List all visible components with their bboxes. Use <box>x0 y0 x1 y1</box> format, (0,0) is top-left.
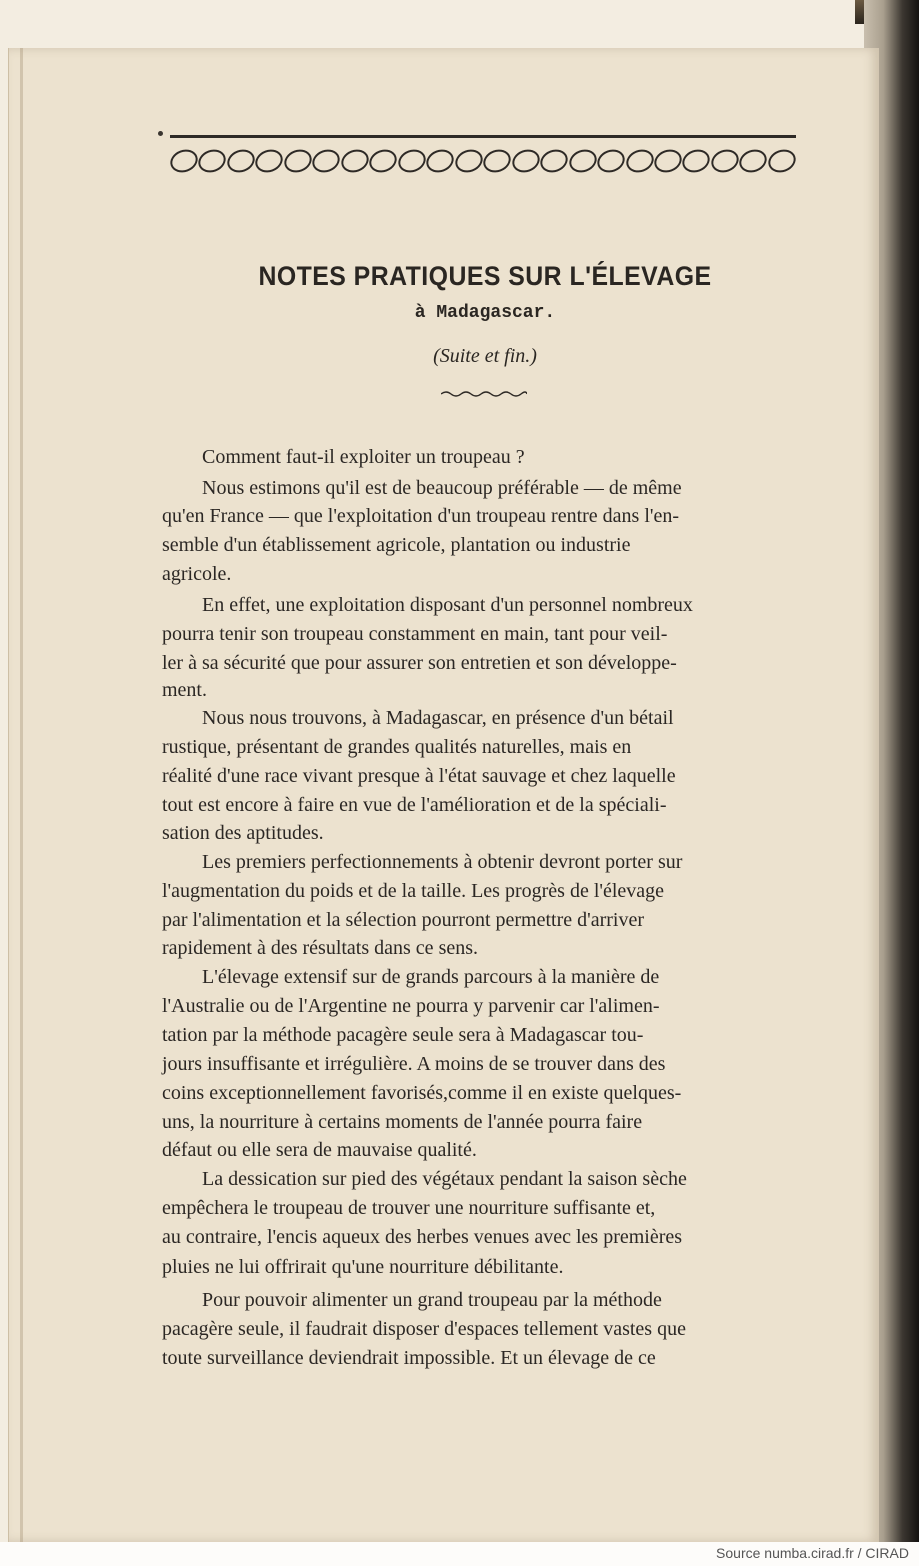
text-line: tation par la méthode pacagère seule sera à Madagascar tou- <box>162 1024 644 1046</box>
text-line: défaut ou elle sera de mauvaise qualité. <box>162 1139 477 1161</box>
text-line: La dessication sur pied des végétaux pendant la saison sèche <box>202 1168 687 1190</box>
text-line: coins exceptionnellement favorisés,comme il en existe quelques- <box>162 1082 682 1104</box>
text-line: Comment faut-il exploiter un troupeau ? <box>202 446 525 468</box>
article-subtitle: à Madagascar. <box>414 303 556 323</box>
text-line: rapidement à des résultats dans ce sens. <box>162 937 479 959</box>
text-line: par l'alimentation et la sélection pourront permettre d'arriver <box>162 909 645 931</box>
text-line: ment. <box>162 679 207 701</box>
title-squiggle <box>441 390 527 398</box>
text-line: qu'en France — que l'exploitation d'un troupeau rentre dans l'en- <box>162 505 680 527</box>
text-line: jours insuffisante et irrégulière. A moins de se trouver dans des <box>162 1053 666 1075</box>
text-line: empêchera le troupeau de trouver une nourriture suffisante et, <box>162 1197 656 1219</box>
text-line: réalité d'une race vivant presque à l'état sauvage et chez laquelle <box>162 765 676 787</box>
text-line: au contraire, l'encis aqueux des herbes venues avec les premières <box>162 1226 683 1248</box>
text-line: semble d'un établissement agricole, plantation ou industrie <box>162 534 631 556</box>
text-line: En effet, une exploitation disposant d'un personnel nombreux <box>202 594 693 616</box>
text-line: pluies ne lui offrirait qu'une nourriture débilitante. <box>162 1256 564 1278</box>
text-line: ler à sa sécurité que pour assurer son entretien et son développe- <box>162 652 677 674</box>
text-line: l'Australie ou de l'Argentine ne pourra y parvenir car l'alimen- <box>162 995 660 1017</box>
paper-edge <box>20 48 23 1542</box>
text-line: L'élevage extensif sur de grands parcours à la manière de <box>202 966 660 988</box>
text-line: uns, la nourriture à certains moments de l'année pourra faire <box>162 1111 643 1133</box>
header-rule <box>170 135 796 138</box>
text-line: toute surveillance deviendrait impossible. Et un élevage de ce <box>162 1347 656 1369</box>
text-line: Pour pouvoir alimenter un grand troupeau par la méthode <box>202 1289 662 1311</box>
text-line: sation des aptitudes. <box>162 822 324 844</box>
text-line: Les premiers perfectionnements à obtenir devront porter sur <box>202 851 683 873</box>
article-title: NOTES PRATIQUES SUR L'ÉLEVAGE <box>258 261 712 291</box>
text-line: rustique, présentant de grandes qualités naturelles, mais en <box>162 736 632 758</box>
text-line: pacagère seule, il faudrait disposer d'espaces tellement vastes que <box>162 1318 686 1340</box>
text-line: Nous estimons qu'il est de beaucoup préférable — de même <box>202 477 682 499</box>
source-credit: Source numba.cirad.fr / CIRAD <box>716 1545 909 1561</box>
continuation-note: (Suite et fin.) <box>433 345 537 367</box>
text-line: tout est encore à faire en vue de l'amélioration et de la spéciali- <box>162 794 667 816</box>
text-line: Nous nous trouvons, à Madagascar, en présence d'un bétail <box>202 707 674 729</box>
text-line: pourra tenir son troupeau constamment en main, tant pour veil- <box>162 623 668 645</box>
ink-dot <box>158 131 163 136</box>
text-line: l'augmentation du poids et de la taille. Les progrès de l'élevage <box>162 880 665 902</box>
text-line: agricole. <box>162 563 232 585</box>
decorative-border <box>170 146 796 176</box>
